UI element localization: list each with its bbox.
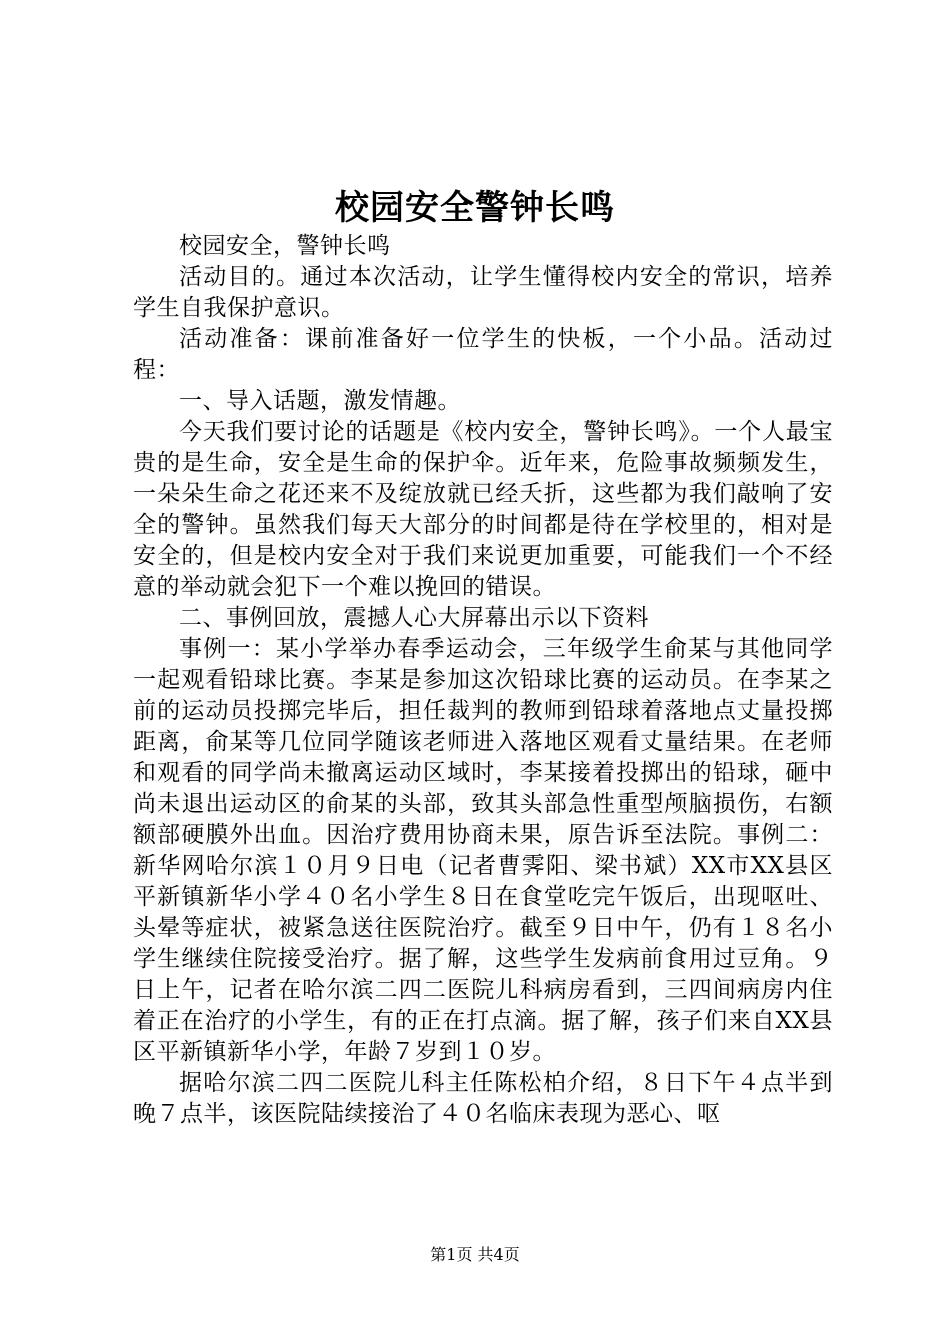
- paragraph-preparation: 活动准备：课前准备好一位学生的快板，一个小品。活动过程：: [133, 326, 833, 383]
- section-heading-1: 一、导入话题，激发情趣。: [179, 388, 461, 414]
- paragraph-purpose: 活动目的。通过本次活动，让学生懂得校内安全的常识，培养学生自我保护意识。: [133, 264, 833, 321]
- document-title: 校园安全警钟长鸣: [335, 188, 615, 228]
- paragraph-subtitle: 校园安全，警钟长鸣: [179, 233, 391, 259]
- paragraph-hospital-report: 据哈尔滨二四二医院儿科主任陈松柏介绍，８日下午４点半到晚７点半，该医院陆续接治了４０名临床表现为恶心、呕: [133, 1070, 833, 1127]
- section-heading-2: 二、事例回放，震撼人心大屏幕出示以下资料: [179, 605, 649, 631]
- paragraph-introduction: 今天我们要讨论的话题是《校内安全，警钟长鸣》。一个人最宝贵的是生命，安全是生命的保护伞。近年来，危险事故频频发生，一朵朵生命之花还来不及绽放就已经夭折，这些都为我们敲响了安全的警钟。虽然我们每天大部分的时间都是待在学校里的，相对是安全的，但是校内安全对于我们来说更加重要，可能我们一个不经意的举动就会犯下一个难以挽回的错误。: [133, 419, 833, 600]
- paragraph-cases: 事例一：某小学举办春季运动会，三年级学生俞某与其他同学一起观看铅球比赛。李某是参加这次铅球比赛的运动员。在李某之前的运动员投掷完毕后，担任裁判的教师到铅球着落地点丈量投掷距离，俞某等几位同学随该老师进入落地区观看丈量结果。在老师和观看的同学尚未撤离运动区域时，李某接着投掷出的铅球，砸中尚未退出运动区的俞某的头部，致其头部急性重型颅脑损伤，右额额部硬膜外出血。因治疗费用协商未果，原告诉至法院。事例二：新华网哈尔滨１０月９日电（记者曹霁阳、梁书斌）XX市XX县区平新镇新华小学４０名小学生８日在食堂吃完午饭后，出现呕吐、头晕等症状，被紧急送往医院治疗。截至９日中午，仍有１８名小学生继续住院接受治疗。据了解，这些学生发病前食用过豆角。９日上午，记者在哈尔滨二四二医院儿科病房看到，三四间病房内住着正在治疗的小学生，有的正在打点滴。据了解，孩子们来自XX县区平新镇新华小学，年龄７岁到１０岁。: [133, 636, 833, 1065]
- document-body: [133, 231, 833, 1130]
- page-footer: 第1页 共4页: [430, 1245, 520, 1264]
